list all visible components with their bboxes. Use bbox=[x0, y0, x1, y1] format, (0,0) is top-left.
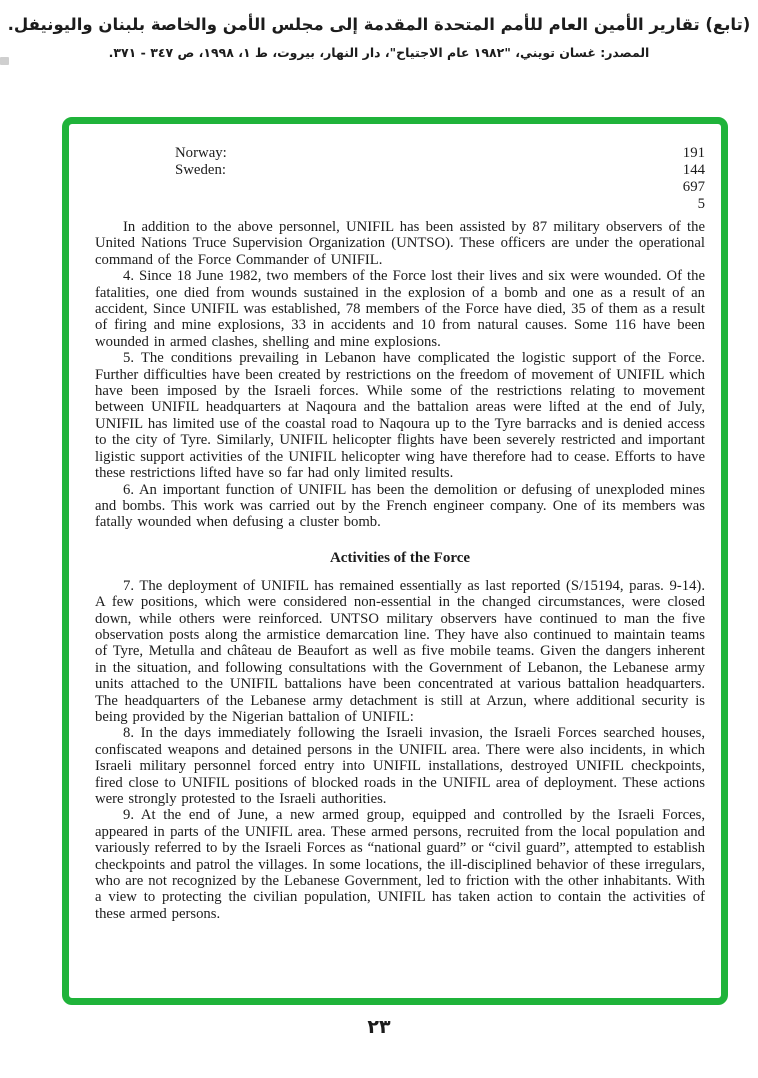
country-label: Sweden: bbox=[175, 162, 226, 178]
paragraph-7: 7. The deployment of UNIFIL has remained essentially as last reported (S/15194, paras. 9-14). A few positions, which were considered non-essential in the changed circumstances, were closed down, while others were reinforced. UNTSO military observers have continued to man the five observation posts along the armistice demarcation line. They have also continued to maintain teams of Tyre, Metulla and château de Beaufort as well as five mobile teams. Given the dangers inherent in the situation, and following consultations with the Government of Lebanon, the Lebanese army units attached to the UNIFIL battalions have been concentrated at various battalion headquarters. The headquarters of the Lebanese army detachment is still at Arzun, where additional security is being provided by the Nigerian battalion of UNIFIL: bbox=[95, 577, 705, 725]
personnel-row-norway bbox=[95, 145, 705, 162]
personnel-row-sweden bbox=[95, 162, 705, 179]
personnel-count: 144 bbox=[682, 162, 705, 178]
paragraph-9: 9. At the end of June, a new armed group, equipped and controlled by the Israeli Forces, appeared in parts of the UNIFIL area. These armed persons, recruited from the local population and variously referred to by the Israeli Forces as “national guard” or “civil guard”, attempted to establish checkpoints and patrol the villages. In some locations, the ill-disciplined behavior of these irregulars, who are not recognized by the Lebanese Government, led to friction with the other inhabitants. With a view to protecting the civilian population, UNIFIL has taken action to contain the activities of these armed persons. bbox=[95, 807, 705, 922]
paragraph-untso: In addition to the above personnel, UNIFIL has been assisted by 87 military observers of the United Nations Truce Supervision Organization (UNTSO). These officers are under the operational command of the Force Commander of UNIFIL. bbox=[95, 219, 705, 268]
report-body bbox=[95, 219, 705, 922]
personnel-row-extra bbox=[95, 196, 705, 213]
paragraph-4: 4. Since 18 June 1982, two members of the Force lost their lives and six were wounded. Of the fatalities, one died from wounds sustained in the explosion of a bomb and one as a result of an accident, Since UNIFIL was established, 78 members of the Force have died, 35 of them as a result of firing and mine explosions, 33 in accidents and 10 from natural causes. Some 116 have been wounded in armed clashes, shelling and mine explosions. bbox=[95, 268, 705, 350]
personnel-count: 697 bbox=[682, 179, 705, 195]
paragraph-8: 8. In the days immediately following the Israeli invasion, the Israeli Forces searched houses, confiscated weapons and detained persons in the UNIFIL area. There were also incidents, in which Israeli military personnel forced entry into UNIFIL installations, destroyed UNIFIL checkpoints, fired close to UNIFIL positions of blocked roads in the UNIFIL area of deployment. These actions were strongly protested to the Israeli authorities. bbox=[95, 725, 705, 807]
page-number: ٢٣ bbox=[367, 1016, 391, 1038]
section-heading-activities: Activities of the Force bbox=[329, 549, 471, 566]
country-label: Norway: bbox=[175, 145, 227, 161]
personnel-count: 191 bbox=[682, 145, 705, 161]
arabic-header bbox=[0, 13, 758, 62]
personnel-count: 5 bbox=[697, 196, 705, 212]
personnel-row-total bbox=[95, 179, 705, 196]
header-source-citation-arabic: المصدر: غسان تويني، "١٩٨٢ عام الاجتياح"، دار النهار، بيروت، ط ١، ١٩٩٨، ص ٣٤٧ - ٣٧١. bbox=[108, 45, 650, 60]
paragraph-6: 6. An important function of UNIFIL has been the demolition or defusing of unexploded mines and bombs. This work was carried out by the French engineer company. One of its members was fatally wounded when defusing a cluster bomb. bbox=[95, 481, 705, 531]
personnel-numbers-list bbox=[95, 145, 705, 213]
header-title-arabic: (تابع) تقارير الأمين العام للأمم المتحدة المقدمة إلى مجلس الأمن والخاصة بلبنان واليونيفل. bbox=[7, 15, 751, 34]
paragraph-5: 5. The conditions prevailing in Lebanon have complicated the logistic support of the Force. Further difficulties have been created by restrictions on the freedom of movement of UNIFIL which have been imposed by the Israeli forces. While some of the restrictions relating to movement between UNIFIL headquarters at Naqoura and the battalion areas were lifted at the end of July, UNIFIL has limited use of the coastal road to Naqoura up to the Tyre barracks and is denied access to the city of Tyre. Similarly, UNIFIL helicopter flights have been severely restricted and important ligistic support activities of the UNIFIL helicopter wing have therefore had to cease. Efforts to have these restrictions lifted have so far had only limited results. bbox=[95, 350, 705, 482]
document-green-frame bbox=[62, 117, 728, 1005]
